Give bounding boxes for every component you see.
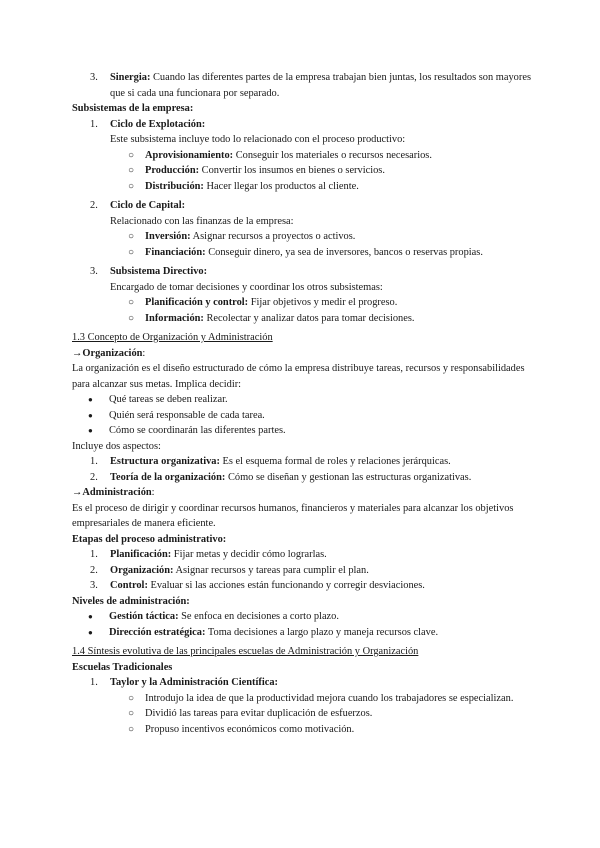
capital-intro: Relacionado con las finanzas de la empresa: xyxy=(110,215,294,227)
subsistemas-heading: Subsistemas de la empresa: xyxy=(72,103,194,114)
list-item: ● Cómo se coordinarán las diferentes partes. xyxy=(88,425,286,436)
list-item: ○ Distribución: Hacer llegar los productos al cliente. xyxy=(128,180,359,192)
document-page: 3. Sinergia: Cuando las diferentes partes de la empresa trabajan bien juntas, los resultados son mayores que si cada una funcionara por separado. Subsistemas de la empresa: 1. Ciclo de Explotación: Este subsistema incluye todo lo relacionado con el proceso productivo: ○ Aprovisionamiento: Conseguir los materiales o recursos necesarios. ○ Producción: Convertir los insumos en bienes o servicios. ○ Distribución: Hacer llegar los productos al cliente. 2. Ciclo de Capital: Relacionado con las finanzas de la empresa: ○ Inversión: Asignar recursos a proyectos o activos. ○ Financiación: Conseguir dinero, ya sea de inversores, bancos o reservas propias. 3. Subsistema Directivo: Encargado de tomar decisiones y coordinar los otros subsistemas: ○ Planificación y control: Fijar objetivos y medir el progreso. ○ Información: Recolectar y analizar datos para tomar decisiones. 1.3 Concepto de Organización y Administración →Organización: La organización es el diseño estructurado de cómo la empresa distribuye tareas, recursos y responsabilidades para alcanzar sus metas. Implica decidir: ● Qué tareas se deben realizar. ● Quién será responsable de cada tarea. ● Cómo se coordinarán las diferentes partes. Incluye dos aspectos: 1. Estructura organizativa: Es el esquema formal de roles y relaciones jerárquicas. 2. Teoría de la organización: Cómo se diseñan y gestionan las estructuras organizativas. →Administración: Es el proceso de dirigir y coordinar recursos humanos, financieros y materiales para alcanzar los objetivos empresariales de manera eficiente. Etapas del proceso administrativo: 1. Planificación: Fijar metas y decidir cómo lograrlas. 2. Organización: Asignar recursos y tareas para cumplir el plan. 3. Control: Evaluar si las acciones están funcionando y corregir desviaciones. Niveles de administración: ● Gestión táctica: Se enfoca en decisiones a corto plazo. ● Dirección estratégica: Toma decisiones a largo plazo y maneja recursos clave. 1.4 Síntesis evolutiva de las principales escuelas de Administración y Organización Escuelas Tradicionales 1. Taylor y la Administración Científica: ○ Introdujo la idea de que la productividad mejora cuando los trabajadores se especializan. ○ Dividió las tareas para evitar duplicación de esfuerzos. ○ Propuso incentivos económicos como motivación. xyxy=(72,70,532,737)
list-item: 3. Control: Evaluar si las acciones están funcionando y corregir desviaciones. xyxy=(90,580,425,591)
list-item: ● Qué tareas se deben realizar. xyxy=(88,394,228,405)
explotacion-intro: Este subsistema incluye todo lo relacionado con el proceso productivo: xyxy=(110,134,406,145)
administracion-label: →Administración xyxy=(72,487,152,498)
list-item-explotacion: 1. Ciclo de Explotación: xyxy=(90,118,206,130)
directivo-intro: Encargado de tomar decisiones y coordinar los otros subsistemas: xyxy=(110,281,383,293)
section-14-title: 1.4 Síntesis evolutiva de las principales escuelas de Administración y Organización xyxy=(72,646,419,657)
list-item-taylor: 1. Taylor y la Administración Científica: xyxy=(90,677,278,688)
section-13-title: 1.3 Concepto de Organización y Administración xyxy=(72,332,273,343)
list-item: 1. Estructura organizativa: Es el esquema formal de roles y relaciones jerárquicas. xyxy=(90,456,451,467)
list-item-directivo: 3. Subsistema Directivo: xyxy=(90,266,208,277)
organizacion-text: La organización es el diseño estructurado de cómo la empresa distribuye tareas, recursos y responsabilidades para alcanzar sus metas. Implica decidir: xyxy=(72,363,525,390)
list-item: ○ Producción: Convertir los insumos en bienes o servicios. xyxy=(128,165,385,176)
organizacion-label: →Organización xyxy=(72,347,143,359)
list-item: ○ Información: Recolectar y analizar datos para tomar decisiones. xyxy=(128,312,415,324)
list-item: 1. Planificación: Fijar metas y decidir cómo lograrlas. xyxy=(90,549,327,560)
list-item-sinergia: 3. Sinergia: Cuando las diferentes partes de la empresa trabajan bien juntas, los resultados son mayores que si cada una funcionara por separado. xyxy=(90,72,531,99)
list-item: ● Quién será responsable de cada tarea. xyxy=(88,409,265,421)
list-item: ● Dirección estratégica: Toma decisiones a largo plazo y maneja recursos clave. xyxy=(88,626,439,638)
list-item-capital: 2. Ciclo de Capital: xyxy=(90,200,186,211)
list-item: 2. Teoría de la organización: Cómo se diseñan y gestionan las estructuras organizativas. xyxy=(90,471,472,483)
niveles-heading: Niveles de administración: xyxy=(72,595,190,607)
list-item: ○ Aprovisionamiento: Conseguir los materiales o recursos necesarios. xyxy=(128,149,432,161)
list-item: ○ Inversión: Asignar recursos a proyectos o activos. xyxy=(128,231,356,242)
list-item: ○ Financiación: Conseguir dinero, ya sea de inversores, bancos o reservas propias. xyxy=(128,246,483,258)
list-item: ○ Propuso incentivos económicos como motivación. xyxy=(128,723,355,735)
etapas-heading: Etapas del proceso administrativo: xyxy=(72,533,227,545)
list-item: ○ Dividió las tareas para evitar duplicación de esfuerzos. xyxy=(128,708,373,719)
aspectos-intro: Incluye dos aspectos: xyxy=(72,440,161,452)
list-item: ○ Introdujo la idea de que la productividad mejora cuando los trabajadores se especializan. xyxy=(128,692,514,704)
list-item: ● Gestión táctica: Se enfoca en decisiones a corto plazo. xyxy=(88,611,339,622)
administracion-text: Es el proceso de dirigir y coordinar recursos humanos, financieros y materiales para alcanzar los objetivos empresariales de manera eficiente. xyxy=(72,502,514,529)
list-item: 2. Organización: Asignar recursos y tareas para cumplir el plan. xyxy=(90,564,369,576)
list-item: ○ Planificación y control: Fijar objetivos y medir el progreso. xyxy=(128,297,398,308)
escuelas-heading: Escuelas Tradicionales xyxy=(72,661,173,673)
